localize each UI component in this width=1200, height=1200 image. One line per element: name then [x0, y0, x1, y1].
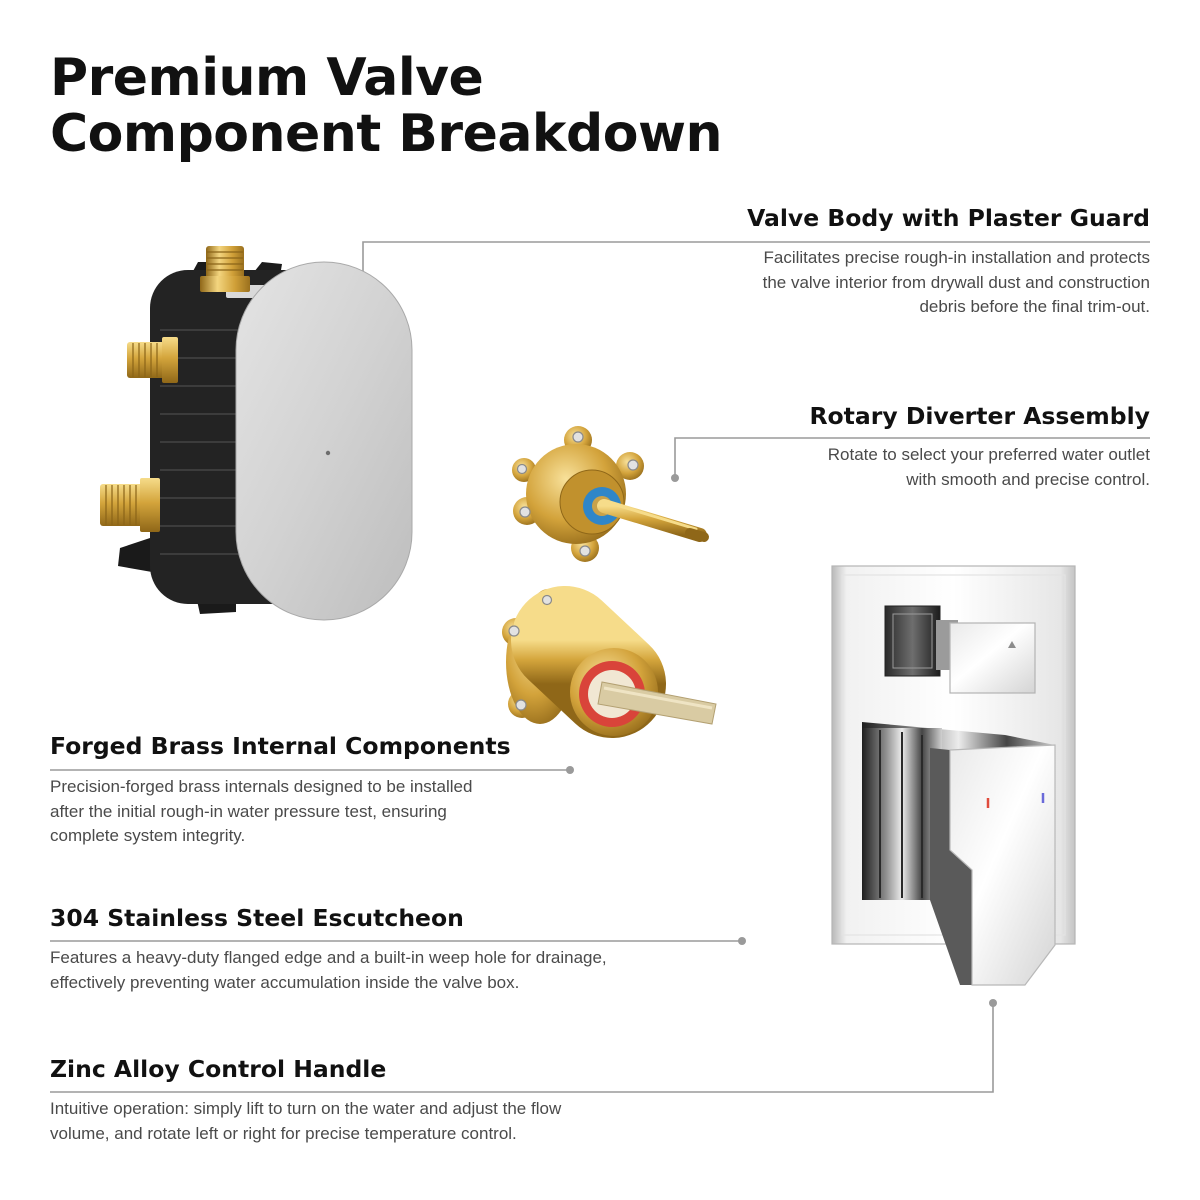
brass-cartridge-image [502, 589, 716, 736]
callout-valve-body-heading: Valve Body with Plaster Guard [747, 204, 1150, 232]
connector-dot-diverter [671, 474, 679, 482]
callout-diverter [809, 398, 1150, 434]
diverter-spindle-tip [690, 533, 704, 537]
left-lower-brass-fitting [100, 478, 160, 532]
description-line: the valve interior from drywall dust and construction [762, 272, 1150, 292]
description-line: Intuitive operation: simply lift to turn on the water and adjust the flow [50, 1099, 562, 1118]
connector-dot-escutcheon [738, 937, 746, 945]
callout-escutcheon-description [50, 946, 607, 995]
description-line: Precision-forged brass internals designed to be installed [50, 777, 473, 796]
page-title-line-1: Premium Valve [50, 48, 484, 108]
description-line: complete system integrity. [50, 826, 246, 845]
callout-brass-components-description [50, 775, 472, 849]
connector-escutcheon [50, 937, 746, 945]
top-brass-fitting [200, 246, 250, 292]
connector-dot-handle [989, 999, 997, 1007]
callout-escutcheon-heading: 304 Stainless Steel Escutcheon [50, 904, 464, 932]
description-line: Rotate to select your preferred water outlet [827, 445, 1150, 464]
callout-handle [50, 1051, 386, 1087]
description-line: Facilitates precise rough-in installation and protects [763, 248, 1150, 267]
callout-valve-body [747, 200, 1150, 236]
description-line: volume, and rotate left or right for precise temperature control. [50, 1123, 517, 1143]
callout-diverter-heading: Rotary Diverter Assembly [809, 402, 1150, 430]
page-title [50, 50, 722, 162]
callout-escutcheon [50, 900, 464, 936]
description-line: after the initial rough-in water pressure test, ensuring [50, 801, 447, 821]
callout-brass-components-heading: Forged Brass Internal Components [50, 732, 511, 760]
callout-brass-components [50, 728, 511, 764]
callout-valve-body-description [763, 246, 1150, 320]
escutcheon-handle-image [832, 566, 1075, 985]
connector-brass-components [50, 766, 574, 774]
control-handle [862, 722, 1055, 985]
valve-body-image [100, 246, 412, 620]
description-line: debris before the final trim-out. [919, 297, 1150, 316]
connector-dot-brass-components [566, 766, 574, 774]
left-upper-brass-fitting [127, 337, 178, 383]
description-line: Features a heavy-duty flanged edge and a built-in weep hole for drainage, [50, 948, 607, 967]
description-line: effectively preventing water accumulation inside the valve box. [50, 972, 520, 992]
mounting-tab [118, 538, 152, 572]
description-line: with smooth and precise control. [906, 469, 1150, 489]
cover-dot [326, 451, 330, 455]
plaster-guard-cover [236, 262, 412, 620]
callout-handle-description [50, 1097, 561, 1146]
callout-handle-heading: Zinc Alloy Control Handle [50, 1055, 387, 1083]
callout-diverter-description [828, 443, 1150, 492]
page-title-line-2: Component Breakdown [50, 104, 723, 164]
